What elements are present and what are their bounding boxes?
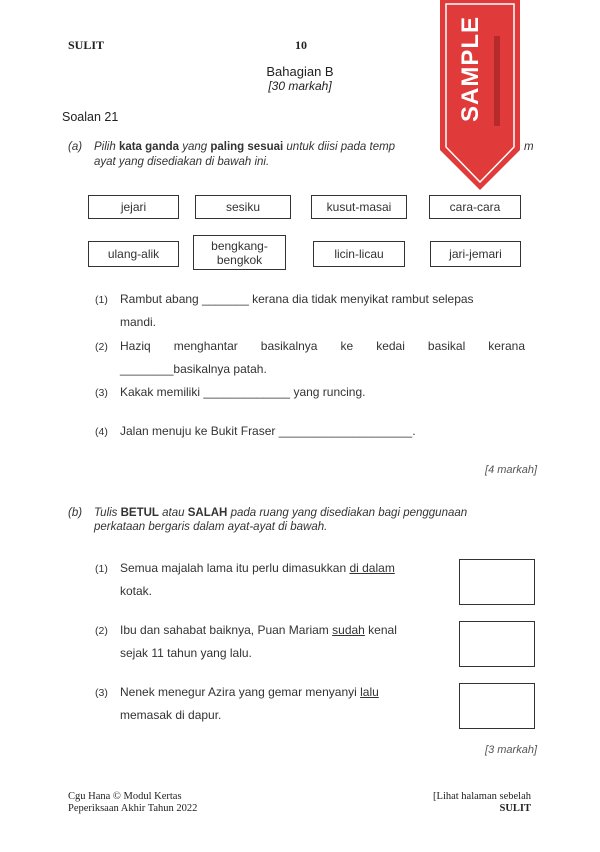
question-label: Soalan 21 (62, 110, 119, 124)
footer-right: [Lihat halaman sebelah SULIT (433, 791, 531, 814)
item-number: (3) (95, 387, 108, 399)
word-box: bengkang-bengkok (193, 235, 286, 270)
part-b-instruction-line2: perkataan bergaris dalam ayat-ayat di bawah. (94, 521, 328, 533)
true-false-question: Nenek menegur Azira yang gemar menyanyi lalu memasak di dapur. (120, 685, 379, 722)
header-sulit: SULIT (68, 38, 105, 52)
word-box: sesiku (195, 195, 291, 219)
part-b-marks: [3 markah] (485, 744, 537, 756)
part-a-instruction: Pilih kata ganda yang paling sesuai untuk diisi pada temp (94, 141, 396, 153)
item-number: (1) (95, 563, 108, 575)
word-box: kusut-masai (311, 195, 407, 219)
item-number: (4) (95, 426, 108, 438)
answer-box[interactable] (459, 621, 535, 667)
item-number: (2) (95, 625, 108, 637)
true-false-question: Ibu dan sahabat baiknya, Puan Mariam sudah kenal sejak 11 tahun yang lalu. (120, 623, 397, 660)
section-marks: [30 markah] (268, 79, 332, 93)
part-a-instruction-tail: m (524, 141, 534, 153)
part-a-instruction-line2: ayat yang disediakan di bawah ini. (94, 156, 270, 168)
word-box: jejari (88, 195, 179, 219)
page-number: 10 (295, 38, 307, 52)
true-false-question: Semua majalah lama itu perlu dimasukkan di dalam kotak. (120, 561, 395, 598)
answer-box[interactable] (459, 559, 535, 605)
word-box: cara-cara (429, 195, 521, 219)
part-b-instruction: Tulis BETUL atau SALAH pada ruang yang disediakan bagi penggunaan (94, 507, 468, 519)
sample-ribbon-text-wrap (444, 10, 494, 140)
word-box: jari-jemari (430, 241, 521, 267)
footer-left: Cgu Hana © Modul Kertas Peperiksaan Akhir Tahun 2022 (68, 791, 198, 814)
sample-ribbon (440, 0, 520, 190)
fill-blank-question: Rambut abang _______ kerana dia tidak menyikat rambut selepas mandi. (120, 292, 474, 329)
word-box: licin-licau (313, 241, 405, 267)
sample-ribbon-text: SAMPLE (457, 16, 484, 123)
fill-blank-question: Haziq menghantar basikalnya ke kedai basikal kerana ________basikalnya patah. (120, 339, 525, 376)
item-number: (2) (95, 341, 108, 353)
answer-box[interactable] (459, 683, 535, 729)
section-title: Bahagian B (266, 64, 334, 79)
fill-blank-question: Jalan menuju ke Bukit Fraser ____________________. (120, 424, 416, 438)
item-number: (3) (95, 687, 108, 699)
word-box: ulang-alik (88, 241, 179, 267)
part-a-label: (a) (68, 141, 83, 153)
part-a-marks: [4 markah] (485, 464, 537, 476)
part-b-label: (b) (68, 507, 83, 519)
item-number: (1) (95, 294, 108, 306)
fill-blank-question: Kakak memiliki _____________ yang runcing. (120, 385, 366, 399)
